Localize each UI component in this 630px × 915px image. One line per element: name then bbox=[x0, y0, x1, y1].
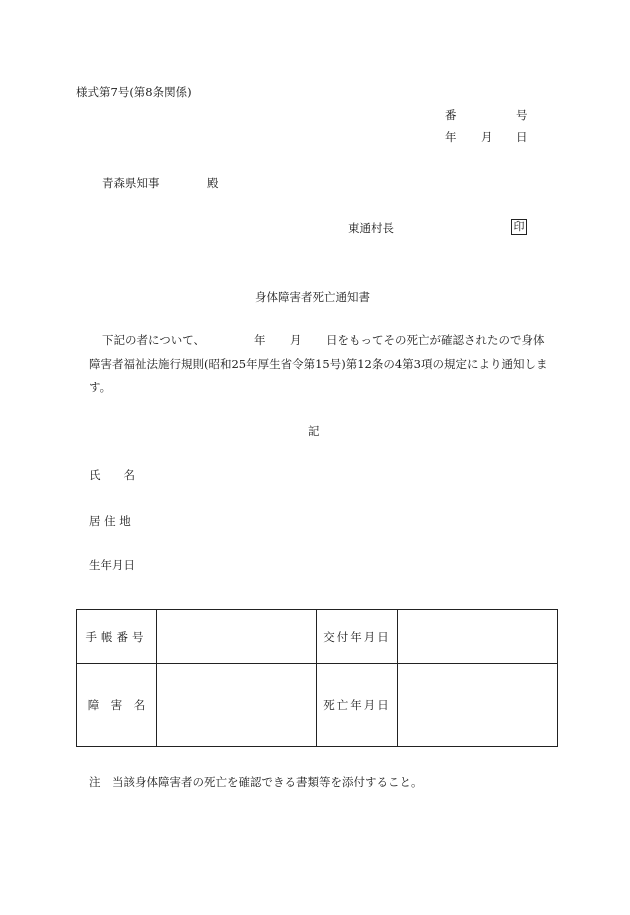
body-line1-start: 下記の者について、 bbox=[102, 333, 206, 347]
number-label: 番 bbox=[445, 108, 457, 122]
document-title: 身体障害者死亡通知書 bbox=[255, 290, 370, 304]
addressee-name: 青森県知事 bbox=[102, 176, 160, 190]
date-month: 月 bbox=[481, 130, 493, 144]
disability-name-value bbox=[157, 664, 317, 747]
field-birthdate-label: 生年月日 bbox=[89, 558, 135, 572]
footnote: 注 当該身体障害者の死亡を確認できる書類等を添付すること。 bbox=[89, 775, 423, 789]
date-day: 日 bbox=[516, 130, 528, 144]
body-line1-month: 月 bbox=[290, 333, 302, 347]
notebook-number-label: 手帳番号 bbox=[77, 610, 157, 664]
body-line1-end: 日をもってその死亡が確認されたので身体 bbox=[326, 333, 545, 347]
issue-date-value bbox=[398, 610, 558, 664]
ki-label: 記 bbox=[308, 424, 320, 438]
death-date-value bbox=[398, 664, 558, 747]
body-line2: 障害者福祉法施行規則(昭和25年厚生省令第15号)第12条の4第3項の規定により通知しま bbox=[89, 357, 548, 371]
body-line1-year: 年 bbox=[254, 333, 266, 347]
sender-name: 東通村長 bbox=[348, 221, 394, 235]
form-label: 様式第7号(第8条関係) bbox=[76, 85, 192, 99]
certificate-table bbox=[76, 609, 558, 747]
field-name-label: 氏 名 bbox=[89, 468, 135, 482]
field-address-label: 居 住 地 bbox=[89, 514, 131, 528]
body-line3: す。 bbox=[89, 380, 112, 394]
notebook-number-value bbox=[157, 610, 317, 664]
addressee-honorific: 殿 bbox=[207, 176, 219, 190]
seal-stamp: 印 bbox=[511, 219, 527, 235]
issue-date-label: 交付年月日 bbox=[317, 610, 398, 664]
death-date-label: 死亡年月日 bbox=[317, 664, 398, 747]
date-year: 年 bbox=[445, 130, 457, 144]
number-suffix: 号 bbox=[516, 108, 528, 122]
disability-name-label: 障 害 名 bbox=[77, 664, 157, 747]
